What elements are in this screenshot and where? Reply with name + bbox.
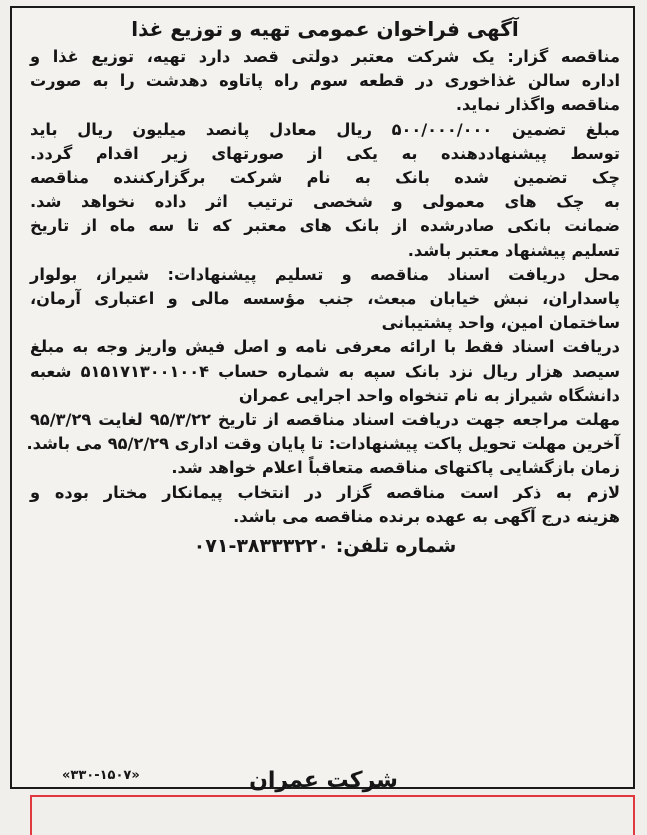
notice-line: اداره سالن غذاخوری در قطعه سوم راه پاتاوه دهدشت را به صورت: [30, 71, 620, 91]
notice-line: هزینه درج آگهی به عهده برنده مناقصه می باشد.: [233, 506, 620, 526]
notice-line: مبلغ تضمین ۵۰۰/۰۰۰/۰۰۰ ریال معادل پانصد میلیون ریال باید: [30, 119, 620, 139]
notice-line: مناقصه گزار: یک شرکت معتبر دولتی قصد دارد تهیه، توزیع غذا و: [30, 47, 620, 66]
notice-line: آخرین مهلت تحویل پاکت پیشنهادات: تا پایان وقت اداری ۹۵/۲/۲۹ می باشد.: [26, 434, 620, 454]
notice-line: محل دریافت اسناد مناقصه و تسلیم پیشنهادات: شیراز، بولوار: [30, 264, 620, 284]
notice-line: سیصد هزار ریال نزد بانک سپه به شماره حساب ۵۱۵۱۷۱۳۰۰۱۰۰۴ شعبه: [30, 361, 620, 381]
notice-line: ضمانت بانکی صادرشده از بانک های معتبر که تا سه ماه از تاریخ: [30, 216, 620, 236]
company-name: شرکت عمران: [249, 768, 398, 793]
phone-label: شماره تلفن:: [335, 535, 457, 558]
phone-number: ۰۷۱-۳۸۳۳۳۲۲۰: [193, 535, 330, 558]
notice-line: چک تضمین شده بانک به نام شرکت برگزارکننده مناقصه: [30, 168, 620, 188]
notice-line: زمان بازگشایی پاکتهای مناقصه متعاقباً اعلام خواهد شد.: [171, 458, 620, 478]
notice-line: توسط پیشنهاددهنده به یکی از صورتهای زیر اقدام گردد.: [30, 143, 620, 163]
phone-line: [30, 531, 620, 561]
notice-body: [26, 14, 620, 561]
adjacent-ad-border: [30, 795, 635, 835]
ad-code: «۳۳۰-۱۵۰۷»: [62, 768, 140, 783]
notice-line: دریافت اسناد فقط با ارائه معرفی نامه و اصل فیش واریز وجه به مبلغ: [30, 337, 620, 357]
notice-line: پاسداران، نبش خیابان مبعث، جنب مؤسسه مالی و اعتباری آرمان،: [30, 289, 620, 309]
notice-line: دانشگاه شیراز به نام تنخواه واحد اجرایی عمران: [238, 385, 620, 405]
notice-line: تسلیم پیشنهاد معتبر باشد.: [407, 240, 620, 260]
notice-line: مناقصه واگذار نماید.: [455, 95, 620, 115]
notice-line: لازم به ذکر است مناقصه گزار در انتخاب پیمانکار مختار بوده و: [30, 482, 620, 502]
notice-line: مهلت مراجعه جهت دریافت اسناد مناقصه از تاریخ ۹۵/۳/۲۲ لغایت ۹۵/۳/۲۹: [30, 410, 620, 430]
intro-label: مناقصه گزار:: [507, 47, 620, 66]
notice-line: به چک های معمولی و شخصی ترتیب اثر داده نخواهد شد.: [30, 192, 620, 212]
notice-title: آگهی فراخوان عمومی تهیه و توزیع غذا: [131, 17, 519, 41]
notice-line: ساختمان امین، واحد پشتیبانی: [381, 313, 620, 333]
